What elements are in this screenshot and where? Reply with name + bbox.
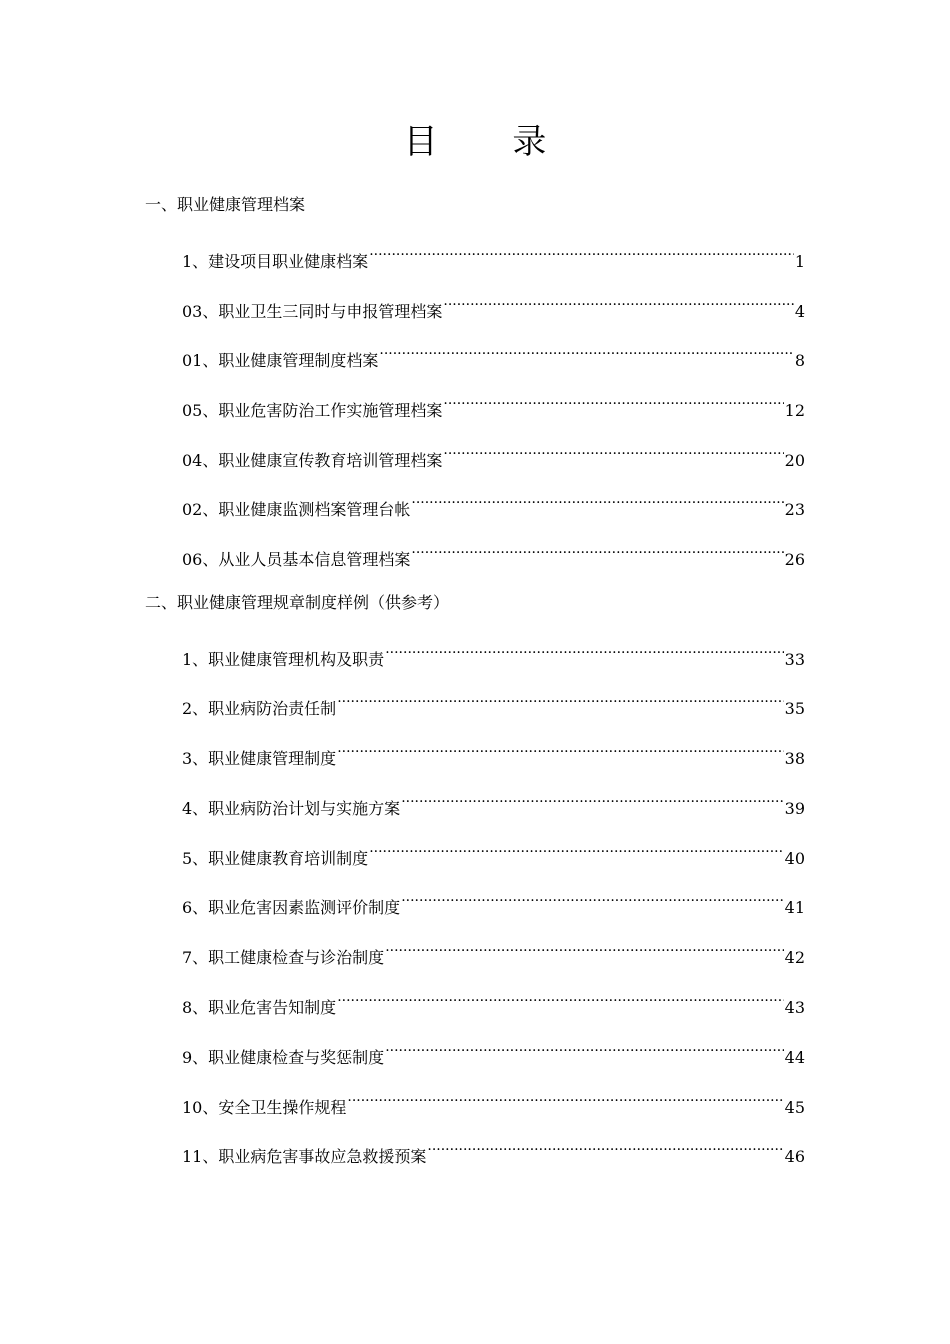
toc-entry[interactable] bbox=[182, 840, 805, 868]
toc-entry[interactable] bbox=[182, 690, 805, 718]
toc-entry[interactable] bbox=[182, 790, 805, 818]
dot-leader bbox=[411, 491, 783, 515]
toc-entry-label: 7、职工健康检查与诊治制度 bbox=[182, 948, 385, 967]
toc-entry-label: 9、职业健康检查与奖惩制度 bbox=[182, 1048, 385, 1067]
toc-entry-label: 8、职业危害告知制度 bbox=[182, 998, 337, 1017]
toc-entry-label: 03、职业卫生三同时与申报管理档案 bbox=[182, 302, 443, 321]
toc-entry-page: 38 bbox=[784, 749, 805, 768]
toc-entry-page: 8 bbox=[794, 351, 805, 370]
dot-leader bbox=[443, 392, 783, 416]
dot-leader bbox=[337, 740, 783, 764]
toc-entry[interactable] bbox=[182, 1089, 805, 1117]
toc-entry-page: 46 bbox=[784, 1147, 805, 1166]
toc-entry-label: 04、职业健康宣传教育培训管理档案 bbox=[182, 451, 443, 470]
toc-entry[interactable] bbox=[182, 1138, 805, 1166]
toc-entry-label: 1、建设项目职业健康档案 bbox=[182, 252, 369, 271]
toc-entry[interactable] bbox=[182, 541, 805, 569]
toc-entry[interactable] bbox=[182, 1039, 805, 1067]
toc-entry-label: 11、职业病危害事故应急救援预案 bbox=[182, 1147, 427, 1166]
toc-entry-page: 39 bbox=[784, 799, 805, 818]
toc-entry-page: 4 bbox=[794, 302, 805, 321]
toc-entry-page: 43 bbox=[784, 998, 805, 1017]
dot-leader bbox=[427, 1138, 783, 1162]
toc-entry[interactable] bbox=[182, 641, 805, 669]
dot-leader bbox=[385, 939, 783, 963]
toc-entry[interactable] bbox=[182, 889, 805, 917]
dot-leader bbox=[385, 1039, 783, 1063]
toc-entry-label: 1、职业健康管理机构及职责 bbox=[182, 650, 385, 669]
section-heading-text: 一、职业健康管理档案 bbox=[145, 195, 306, 214]
dot-leader bbox=[411, 541, 783, 565]
toc-entry-label: 02、职业健康监测档案管理台帐 bbox=[182, 500, 411, 519]
dot-leader bbox=[401, 790, 783, 814]
toc-entry-page: 45 bbox=[784, 1098, 805, 1117]
toc-entry-label: 05、职业危害防治工作实施管理档案 bbox=[182, 401, 443, 420]
toc-entry-label: 5、职业健康教育培训制度 bbox=[182, 849, 369, 868]
toc-entry[interactable] bbox=[182, 939, 805, 967]
toc-section-heading bbox=[145, 591, 805, 615]
dot-leader bbox=[401, 889, 783, 913]
toc-entry-label: 6、职业危害因素监测评价制度 bbox=[182, 898, 401, 917]
dot-leader bbox=[347, 1089, 783, 1113]
toc-entry-page: 12 bbox=[784, 401, 805, 420]
dot-leader bbox=[385, 641, 783, 665]
toc-entry-page: 26 bbox=[784, 550, 805, 569]
toc-entry[interactable] bbox=[182, 989, 805, 1017]
dot-leader bbox=[443, 293, 793, 317]
toc-entry-page: 40 bbox=[784, 849, 805, 868]
toc-entry-label: 3、职业健康管理制度 bbox=[182, 749, 337, 768]
toc-entry[interactable] bbox=[182, 293, 805, 321]
toc-entry-label: 4、职业病防治计划与实施方案 bbox=[182, 799, 401, 818]
toc-entry[interactable] bbox=[182, 243, 805, 271]
toc-entry-page: 42 bbox=[784, 948, 805, 967]
toc-entry-page: 23 bbox=[784, 500, 805, 519]
toc-entry[interactable] bbox=[182, 342, 805, 370]
toc-entry[interactable] bbox=[182, 392, 805, 420]
toc-entry-label: 10、安全卫生操作规程 bbox=[182, 1098, 347, 1117]
toc-entry-label: 01、职业健康管理制度档案 bbox=[182, 351, 379, 370]
dot-leader bbox=[369, 840, 783, 864]
dot-leader bbox=[337, 989, 783, 1013]
toc-entry-page: 44 bbox=[784, 1048, 805, 1067]
dot-leader bbox=[337, 690, 783, 714]
toc-entry[interactable] bbox=[182, 442, 805, 470]
dot-leader bbox=[369, 243, 794, 267]
section-heading-text: 二、职业健康管理规章制度样例（供参考） bbox=[145, 593, 450, 612]
toc-entry-page: 33 bbox=[784, 650, 805, 669]
toc-entry[interactable] bbox=[182, 491, 805, 519]
toc-entry-page: 41 bbox=[784, 898, 805, 917]
page-title: 目 录 bbox=[403, 122, 579, 162]
toc-entry[interactable] bbox=[182, 740, 805, 768]
toc-entry-page: 20 bbox=[784, 451, 805, 470]
toc-entry-page: 1 bbox=[794, 252, 805, 271]
toc-entry-label: 06、从业人员基本信息管理档案 bbox=[182, 550, 411, 569]
toc-section-heading bbox=[145, 193, 805, 217]
toc-entry-label: 2、职业病防治责任制 bbox=[182, 699, 337, 718]
dot-leader bbox=[443, 442, 783, 466]
dot-leader bbox=[379, 342, 793, 366]
toc-entry-page: 35 bbox=[784, 699, 805, 718]
